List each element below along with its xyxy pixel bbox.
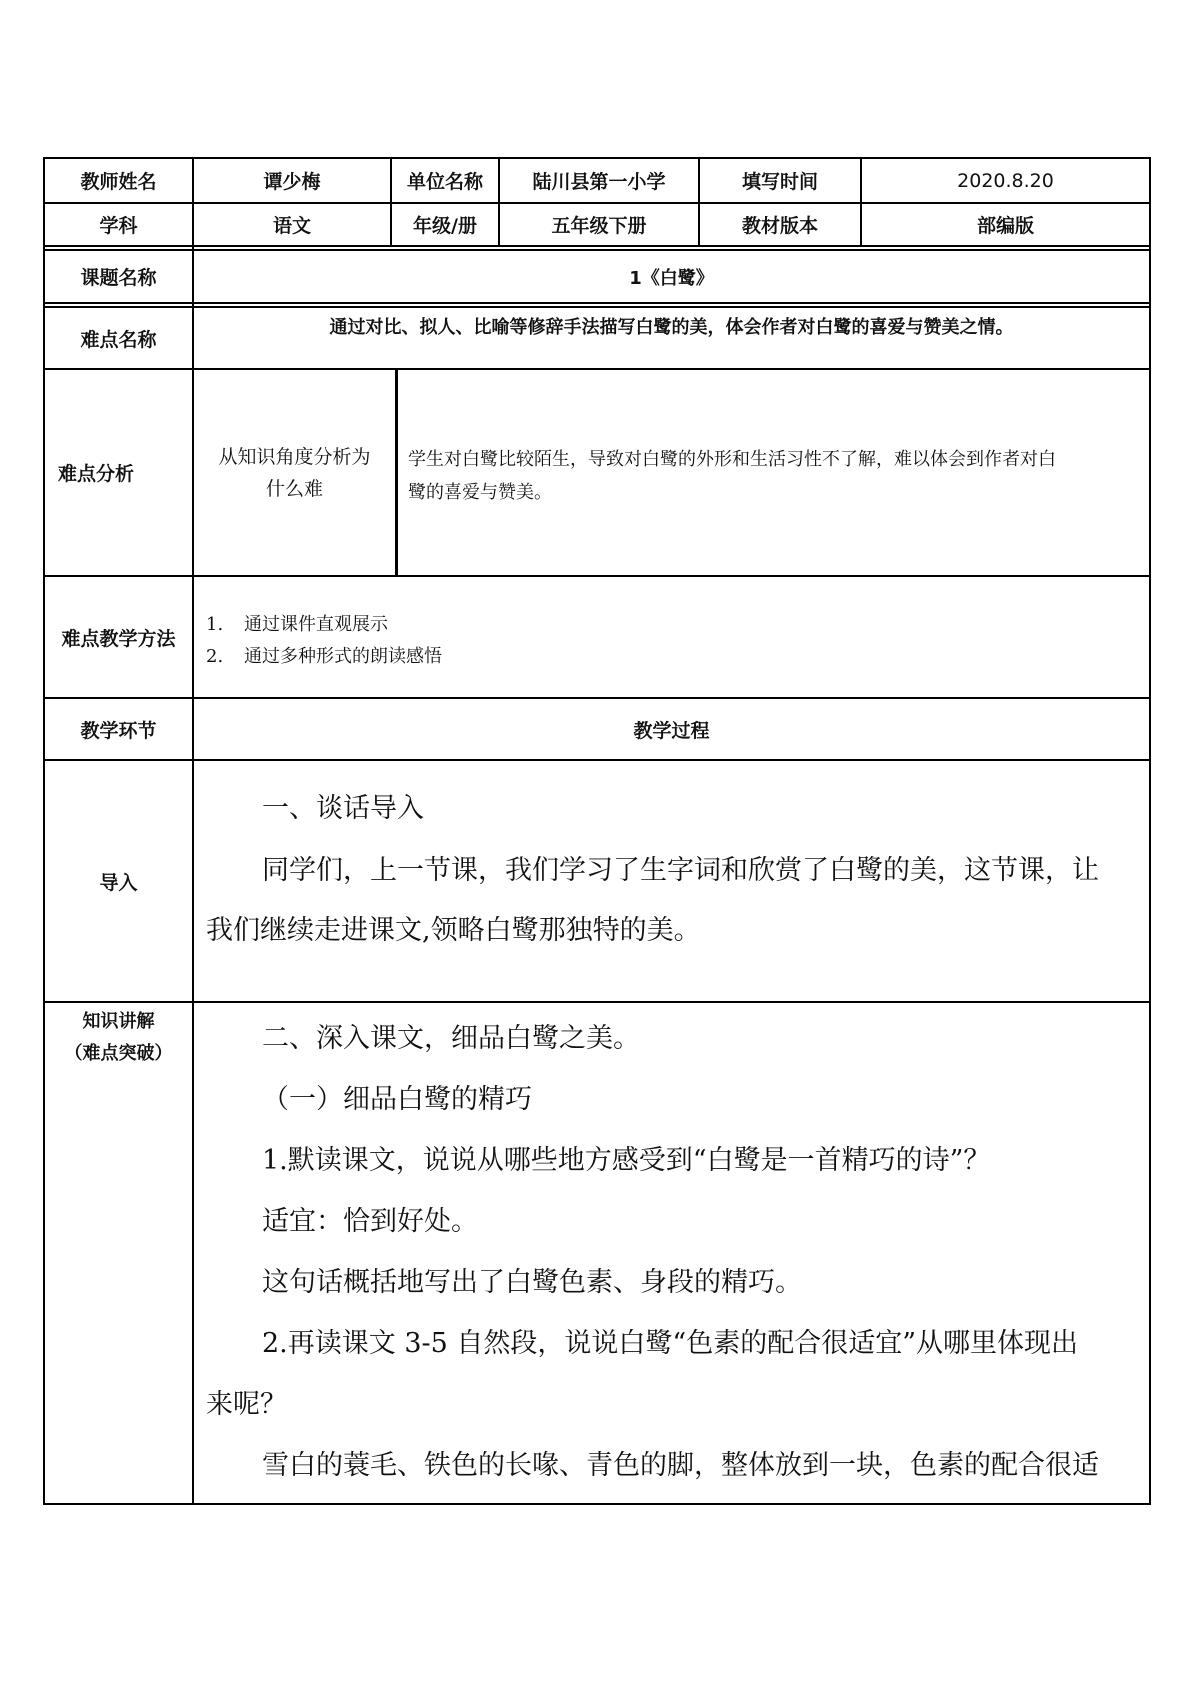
method-item-num: 1. bbox=[206, 614, 224, 635]
teacher-label: 教师姓名 bbox=[80, 171, 157, 193]
explain-line: 适宜：恰到好处。 bbox=[262, 1206, 478, 1237]
method-item bbox=[206, 609, 1106, 641]
intro-line1: 同学们，上一节课，我们学习了生字词和欣赏了白鹭的美，这节课，让 bbox=[262, 855, 1099, 886]
analysis-text-line1: 学生对白鹭比较陌生，导致对白鹭的外形和生活习性不了解，难以体会到作者对白 bbox=[408, 449, 1056, 470]
difficulty-value: 通过对比、拟人、比喻等修辞手法描写白鹭的美，体会作者对白鹭的喜爱与赞美之情。 bbox=[329, 317, 1014, 338]
topic-label: 课题名称 bbox=[80, 267, 157, 289]
method-list bbox=[206, 609, 1106, 673]
explain-line: 二、深入课文，细品白鹭之美。 bbox=[262, 1023, 640, 1054]
analysis-sub-label-line2: 什么难 bbox=[265, 477, 323, 500]
grade-label: 年级/册 bbox=[413, 215, 477, 237]
date-label: 填写时间 bbox=[741, 171, 818, 193]
intro-heading: 一、谈话导入 bbox=[262, 793, 424, 824]
method-item-text: 通过课件直观展示 bbox=[244, 614, 388, 635]
method-item bbox=[206, 641, 1106, 673]
analysis-sub-label bbox=[194, 370, 395, 575]
date-value: 2020.8.20 bbox=[957, 169, 1054, 192]
analysis-text bbox=[408, 443, 1148, 509]
explain-line: （一）细品白鹭的精巧 bbox=[262, 1084, 532, 1115]
analysis-text-line2: 鹭的喜爱与赞美。 bbox=[408, 482, 552, 503]
analysis-sub-label-line1: 从知识角度分析为 bbox=[218, 445, 371, 468]
method-item-num: 2. bbox=[206, 646, 224, 667]
unit-label: 单位名称 bbox=[406, 171, 483, 193]
subject-value: 语文 bbox=[272, 215, 311, 237]
stage-header: 教学环节 bbox=[80, 719, 157, 742]
intro-label: 导入 bbox=[99, 871, 138, 894]
explain-line: 雪白的蓑毛、铁色的长喙、青色的脚，整体放到一块，色素的配合很适 bbox=[262, 1450, 1099, 1481]
method-label: 难点教学方法 bbox=[61, 627, 176, 650]
topic-value: 1《白鹭》 bbox=[629, 267, 714, 289]
unit-value: 陆川县第一小学 bbox=[532, 171, 666, 193]
analysis-label: 难点分析 bbox=[57, 463, 134, 485]
method-item-text: 通过多种形式的朗读感悟 bbox=[244, 646, 442, 667]
intro-line2: 我们继续走进课文,领略白鹭那独特的美。 bbox=[206, 915, 701, 946]
teacher-value: 谭少梅 bbox=[263, 171, 321, 193]
explain-line: 1.默读课文，说说从哪些地方感受到“白鹭是一首精巧的诗”？ bbox=[262, 1145, 991, 1176]
explain-label bbox=[45, 1006, 192, 1066]
difficulty-label: 难点名称 bbox=[80, 328, 157, 351]
grade-value: 五年级下册 bbox=[551, 215, 647, 237]
explain-line: 来呢？ bbox=[206, 1389, 287, 1420]
subject-label: 学科 bbox=[99, 215, 138, 237]
edition-value: 部编版 bbox=[976, 215, 1034, 237]
edition-label: 教材版本 bbox=[741, 215, 818, 237]
process-header: 教学过程 bbox=[633, 719, 710, 742]
explain-line: 2.再读课文 3-5 自然段，说说白鹭“色素的配合很适宜”从哪里体现出 bbox=[262, 1328, 1079, 1359]
explain-label-line1: 知识讲解 bbox=[82, 1011, 155, 1032]
explain-label-line2: （难点突破） bbox=[64, 1043, 173, 1064]
explain-line: 这句话概括地写出了白鹭色素、身段的精巧。 bbox=[262, 1267, 802, 1298]
